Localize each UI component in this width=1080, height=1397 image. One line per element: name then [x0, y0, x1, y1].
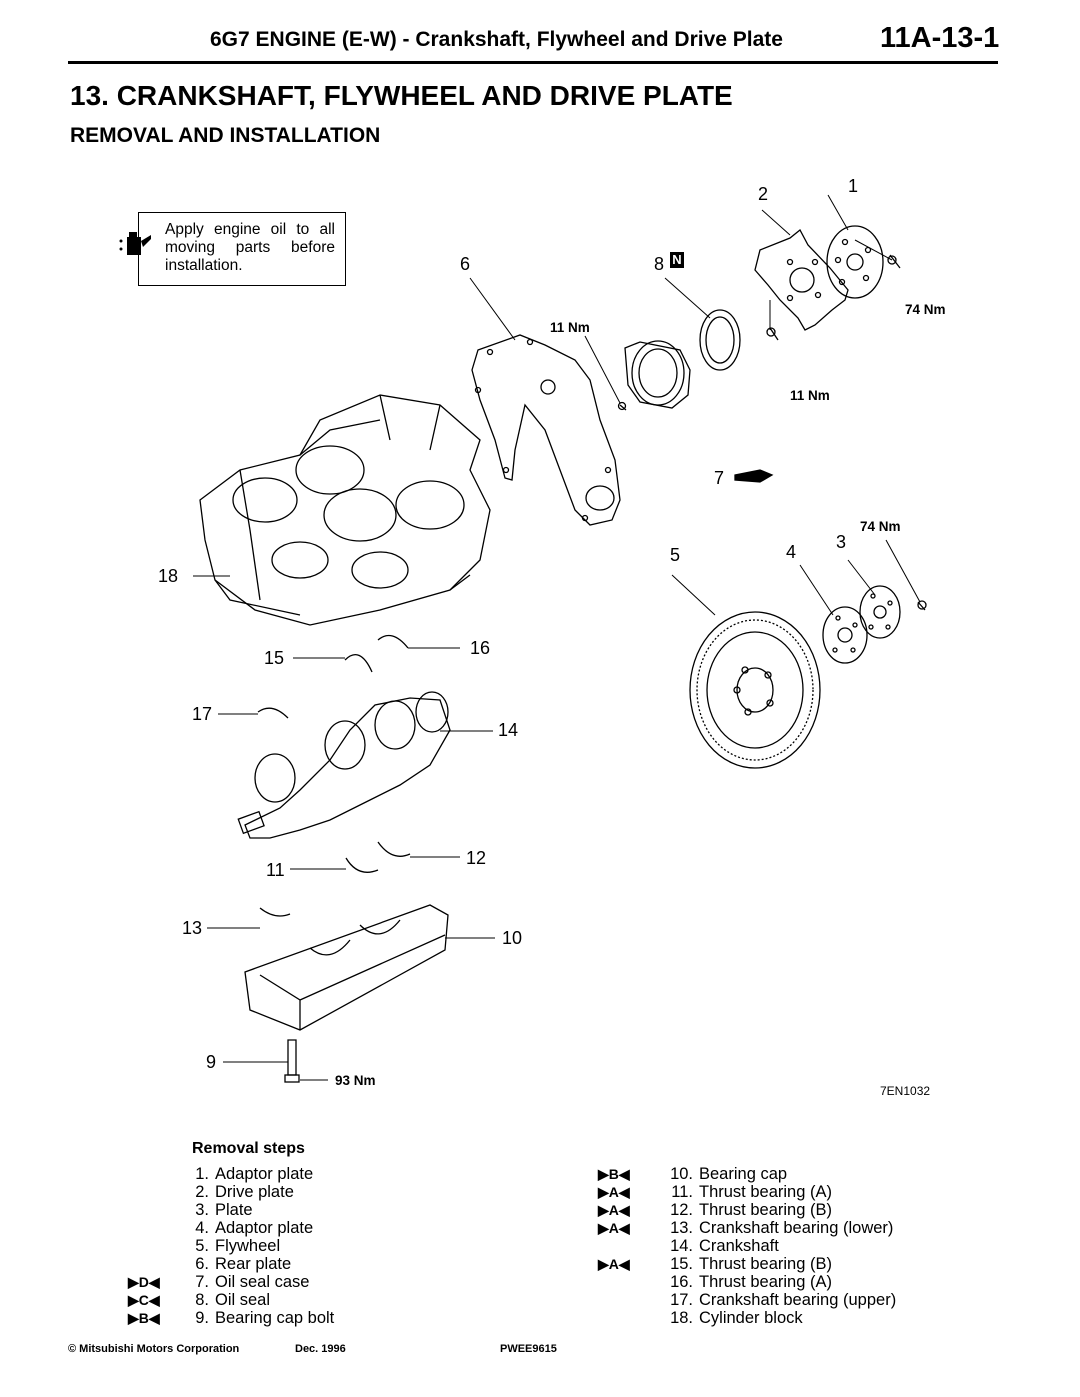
removal-step: [175, 1237, 280, 1255]
step-number: 13.: [670, 1219, 693, 1237]
service-point-letter: A: [608, 1220, 619, 1236]
service-point-mark: [598, 1256, 630, 1273]
torque-label: 74 Nm: [860, 519, 901, 534]
left-triangle-icon: ◀: [618, 1184, 630, 1200]
step-text: Flywheel: [215, 1237, 281, 1255]
step-number: 18.: [670, 1309, 693, 1327]
footer-copyright: © Mitsubishi Motors Corporation: [68, 1343, 240, 1355]
service-point-mark: [128, 1310, 160, 1327]
step-number: 10.: [670, 1165, 693, 1183]
torque-label: 11 Nm: [550, 320, 590, 335]
part-label-3: 3: [836, 532, 847, 552]
adaptor-plate-1-drawing: [827, 226, 883, 298]
right-triangle-icon: ▶: [598, 1202, 609, 1218]
step-text: Bearing cap: [699, 1165, 788, 1183]
step-text: Crankshaft: [699, 1237, 779, 1255]
step-text: Oil seal: [215, 1291, 271, 1309]
part-label-6: 6: [460, 254, 471, 274]
removal-step: [655, 1165, 787, 1183]
step-text: Crankshaft bearing (lower): [699, 1219, 894, 1237]
right-triangle-icon: ▶: [128, 1274, 139, 1290]
left-triangle-icon: ◀: [618, 1256, 630, 1272]
step-number: 4.: [195, 1219, 209, 1237]
removal-step: [655, 1291, 896, 1309]
removal-step: [655, 1201, 832, 1219]
step-text: Crankshaft bearing (upper): [699, 1291, 897, 1309]
removal-step: [655, 1309, 803, 1327]
part-label-1: 1: [848, 176, 859, 196]
right-triangle-icon: ▶: [598, 1220, 609, 1236]
step-number: 3.: [195, 1201, 209, 1219]
page-subtitle: REMOVAL AND INSTALLATION: [70, 124, 381, 147]
right-triangle-icon: ▶: [128, 1310, 139, 1326]
rear-plate-drawing: [472, 335, 620, 525]
service-point-mark: [598, 1220, 630, 1237]
step-number: 15.: [670, 1255, 693, 1273]
figure-code: 7EN1032: [880, 1084, 931, 1098]
part-label-9: 9: [206, 1052, 217, 1072]
section-header: 6G7 ENGINE (E-W) - Crankshaft, Flywheel and Drive Plate: [210, 28, 783, 51]
service-point-letter: A: [608, 1256, 619, 1272]
service-point-mark: [598, 1184, 630, 1201]
service-point-mark: [598, 1202, 630, 1219]
service-point-letter: A: [608, 1202, 619, 1218]
removal-step: [655, 1255, 832, 1273]
part-label-4: 4: [786, 542, 797, 562]
part-label-12: 12: [466, 848, 487, 868]
service-point-letter: D: [138, 1274, 149, 1290]
step-text: Thrust bearing (B): [699, 1255, 832, 1273]
removal-step: [175, 1309, 334, 1327]
drive-plate-drawing: [755, 230, 848, 330]
step-text: Thrust bearing (B): [699, 1201, 832, 1219]
step-number: 16.: [670, 1273, 693, 1291]
page-code: 11A-13-1: [880, 22, 1000, 54]
right-triangle-icon: ▶: [128, 1292, 139, 1308]
part-label-16: 16: [470, 638, 491, 658]
left-triangle-icon: ◀: [618, 1166, 630, 1182]
step-number: 14.: [670, 1237, 693, 1255]
new-part-badge: N: [672, 252, 682, 267]
service-point-letter: C: [138, 1292, 149, 1308]
removal-step: [175, 1273, 309, 1291]
step-text: Bearing cap bolt: [215, 1309, 335, 1327]
removal-step: [175, 1255, 291, 1273]
part-label-5: 5: [670, 545, 681, 565]
removal-step: [175, 1219, 313, 1237]
cylinder-block-drawing: [200, 395, 490, 625]
part-label-15: 15: [264, 648, 285, 668]
removal-step: [175, 1291, 270, 1309]
bearing-cap-drawing: [245, 905, 448, 1030]
step-text: Thrust bearing (A): [699, 1183, 832, 1201]
part-label-8: 8: [654, 254, 665, 274]
plate-3-drawing: [860, 586, 900, 638]
step-text: Thrust bearing (A): [699, 1273, 832, 1291]
part-label-10: 10: [502, 928, 523, 948]
footer-doc-code: PWEE9615: [500, 1343, 557, 1355]
step-text: Rear plate: [215, 1255, 292, 1273]
page-title: 13. CRANKSHAFT, FLYWHEEL AND DRIVE PLATE: [70, 80, 733, 111]
removal-step: [655, 1183, 832, 1201]
bearing-cap-bolt-drawing: [285, 1040, 299, 1082]
step-number: 6.: [195, 1255, 209, 1273]
service-point-letter: B: [138, 1310, 149, 1326]
torque-label: 74 Nm: [905, 302, 946, 317]
step-number: 2.: [195, 1183, 209, 1201]
step-number: 5.: [195, 1237, 209, 1255]
part-label-11: 11: [266, 860, 285, 880]
step-text: Adaptor plate: [215, 1219, 314, 1237]
torque-label: 93 Nm: [335, 1073, 376, 1088]
oil-seal-drawing: [700, 310, 740, 370]
step-text: Drive plate: [215, 1183, 294, 1201]
step-number: 1.: [195, 1165, 209, 1183]
service-point-mark: [128, 1292, 160, 1309]
part-label-7: 7: [714, 468, 725, 488]
service-point-letter: A: [608, 1184, 619, 1200]
service-point-mark: [598, 1166, 630, 1183]
service-point-mark: [128, 1274, 160, 1291]
step-number: 12.: [670, 1201, 693, 1219]
right-triangle-icon: ▶: [598, 1256, 609, 1272]
removal-step: [175, 1201, 253, 1219]
removal-step: [655, 1237, 779, 1255]
removal-steps-heading: Removal steps: [192, 1140, 305, 1157]
right-triangle-icon: ▶: [598, 1184, 609, 1200]
part-label-2: 2: [758, 184, 769, 204]
crankshaft-drawing: [238, 692, 450, 838]
footer-date: Dec. 1996: [295, 1343, 346, 1355]
step-number: 11.: [671, 1183, 693, 1201]
right-triangle-icon: ▶: [598, 1166, 609, 1182]
left-triangle-icon: ◀: [148, 1274, 160, 1290]
part-label-18: 18: [158, 566, 179, 586]
part-label-14: 14: [498, 720, 519, 740]
left-triangle-icon: ◀: [148, 1310, 160, 1326]
step-number: 9.: [195, 1309, 209, 1327]
step-text: Plate: [215, 1201, 253, 1219]
part-label-17: 17: [192, 704, 213, 724]
part-label-13: 13: [182, 918, 203, 938]
oil-seal-case-drawing: [625, 341, 690, 408]
step-number: 17.: [670, 1291, 693, 1309]
left-triangle-icon: ◀: [618, 1202, 630, 1218]
removal-step: [655, 1273, 832, 1291]
step-number: 7.: [195, 1273, 209, 1291]
step-text: Adaptor plate: [215, 1165, 314, 1183]
step-number: 8.: [195, 1291, 209, 1309]
removal-step: [655, 1219, 893, 1237]
removal-step: [175, 1183, 294, 1201]
step-text: Cylinder block: [699, 1309, 803, 1327]
left-triangle-icon: ◀: [618, 1220, 630, 1236]
left-triangle-icon: ◀: [148, 1292, 160, 1308]
service-point-letter: B: [608, 1166, 619, 1182]
flywheel-drawing: [690, 612, 820, 768]
removal-step: [175, 1165, 313, 1183]
torque-label: 11 Nm: [790, 388, 830, 403]
step-text: Oil seal case: [215, 1273, 310, 1291]
oil-note-text: Apply engine oil to all moving parts before installation.: [165, 221, 335, 274]
